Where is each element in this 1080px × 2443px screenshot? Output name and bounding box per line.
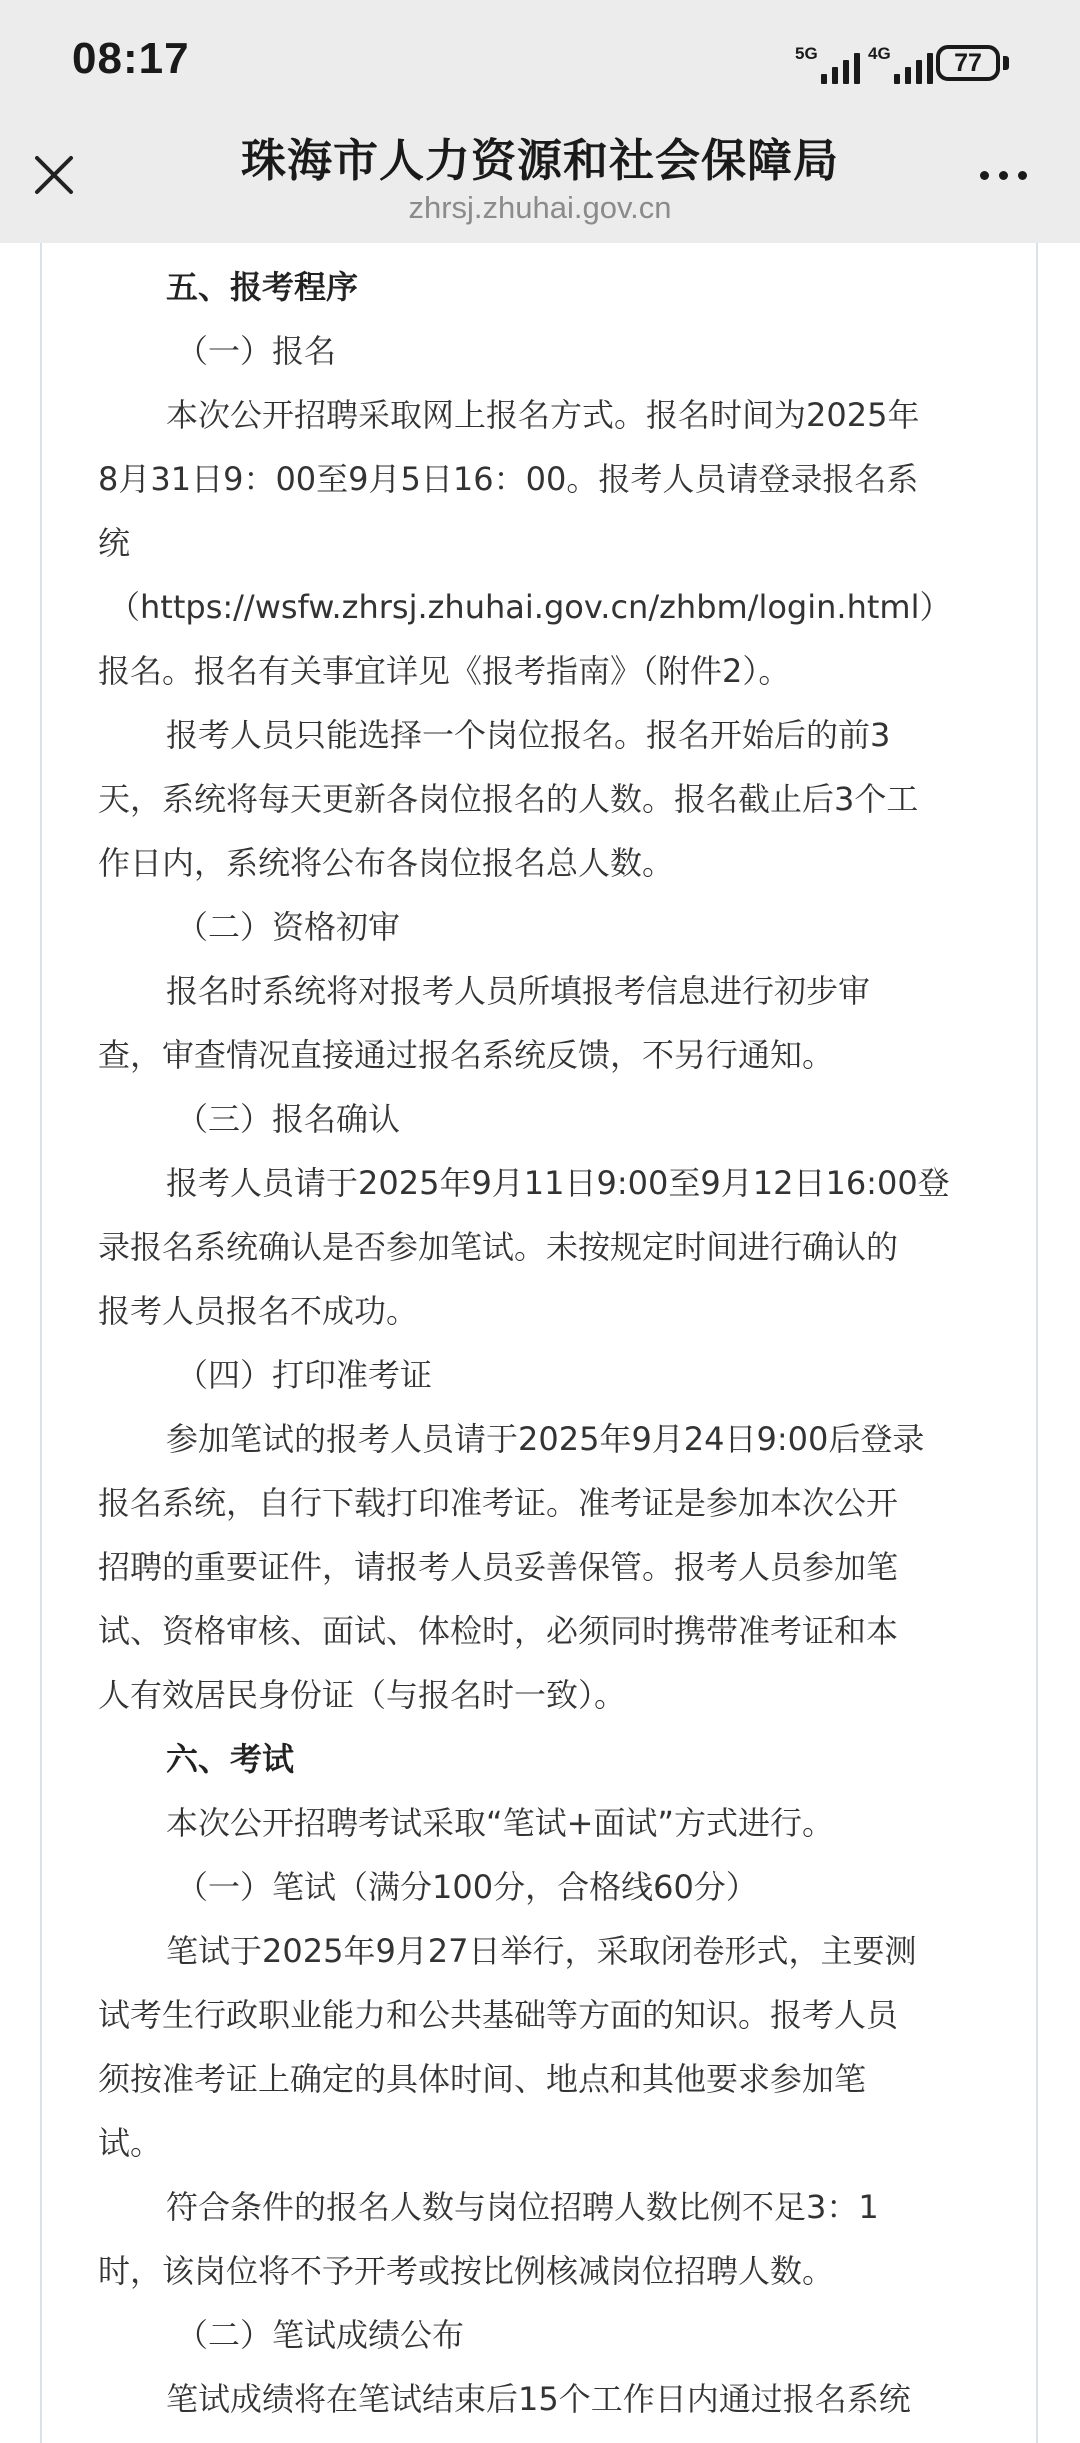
paragraph-line: 报名时系统将对报考人员所填报考信息进行初步审 (166, 972, 871, 1010)
paragraph-line: 8月31日9：00至9月5日16：00。报考人员请登录报名系 (98, 460, 919, 498)
battery-level: 77 (954, 49, 982, 77)
paragraph-line: 试考生行政职业能力和公共基础等方面的知识。报考人员 (98, 1996, 899, 2034)
page-url: zhrsj.zhuhai.gov.cn (408, 190, 672, 225)
signal-4g-label: 4G (868, 44, 891, 63)
paragraph-line: 本次公开招聘采取网上报名方式。报名时间为2025年 (166, 396, 920, 434)
paragraph-line: 作日内，系统将公布各岗位报名总人数。 (98, 844, 675, 882)
browser-header (0, 0, 1080, 243)
signal-5g-label: 5G (795, 44, 818, 63)
more-icon-dot (999, 171, 1008, 180)
status-time: 08:17 (72, 34, 190, 83)
battery-tip (1003, 56, 1009, 70)
more-icon-dot (1018, 171, 1027, 180)
section-heading: 六、考试 (166, 1740, 295, 1778)
article-body (98, 255, 988, 2431)
paragraph-line: 符合条件的报名人数与岗位招聘人数比例不足3：1 (166, 2188, 879, 2226)
paragraph-line: 时，该岗位将不予开考或按比例核减岗位招聘人数。 (98, 2252, 835, 2290)
paragraph-line: 招聘的重要证件，请报考人员妥善保管。报考人员参加笔 (98, 1548, 899, 1586)
paragraph-line: 须按准考证上确定的具体时间、地点和其他要求参加笔 (98, 2060, 867, 2098)
paragraph-line: 笔试于2025年9月27日举行，采取闭卷形式，主要测 (166, 1932, 917, 1970)
paragraph-line: 试。 (98, 2124, 163, 2162)
paragraph-line: 统 (98, 524, 131, 562)
status-bar (0, 0, 1080, 130)
paragraph-line: 报考人员报名不成功。 (98, 1292, 419, 1330)
subsection-title: （一）笔试（满分100分，合格线60分） (176, 1868, 758, 1906)
signal-5g-icon (795, 44, 867, 86)
section-heading: 五、报考程序 (166, 268, 359, 306)
more-button[interactable] (974, 160, 1034, 190)
paragraph-line: 查，审查情况直接通过报名系统反馈，不另行通知。 (98, 1036, 835, 1074)
registration-link[interactable]: （https://wsfw.zhrsj.zhuhai.gov.cn/zhbm/login.html） (108, 588, 952, 626)
paragraph-line: 本次公开招聘考试采取“笔试+面试”方式进行。 (166, 1804, 834, 1842)
paragraph-line: 录报名系统确认是否参加笔试。未按规定时间进行确认的 (98, 1228, 899, 1266)
more-icon (980, 171, 989, 180)
paragraph-line: 报考人员只能选择一个岗位报名。报名开始后的前3 (166, 716, 891, 754)
paragraph-line: 人有效居民身份证（与报名时一致）。 (98, 1676, 627, 1714)
paragraph-line: 报名。报名有关事宜详见《报考指南》（附件2）。 (98, 652, 791, 690)
paragraph-line: 参加笔试的报考人员请于2025年9月24日9:00后登录 (166, 1420, 925, 1458)
paragraph-line: 报考人员请于2025年9月11日9:00至9月12日16:00登 (166, 1164, 950, 1202)
paragraph-line: 天，系统将每天更新各岗位报名的人数。报名截止后3个工 (98, 780, 919, 818)
battery-icon (936, 45, 1000, 81)
page-title: 珠海市人力资源和社会保障局 (240, 134, 839, 187)
subsection-title: （三）报名确认 (176, 1100, 401, 1138)
subsection-title: （四）打印准考证 (176, 1356, 433, 1394)
subsection-title: （二）资格初审 (176, 908, 401, 946)
paragraph-line: 报名系统，自行下载打印准考证。准考证是参加本次公开 (98, 1484, 899, 1522)
paragraph-line: 笔试成绩将在笔试结束后15个工作日内通过报名系统 (166, 2380, 911, 2418)
subsection-title: （二）笔试成绩公布 (176, 2316, 465, 2354)
subsection-title: （一）报名 (176, 332, 337, 370)
signal-4g-icon (868, 44, 940, 86)
paragraph-line: 试、资格审核、面试、体检时，必须同时携带准考证和本 (98, 1612, 899, 1650)
